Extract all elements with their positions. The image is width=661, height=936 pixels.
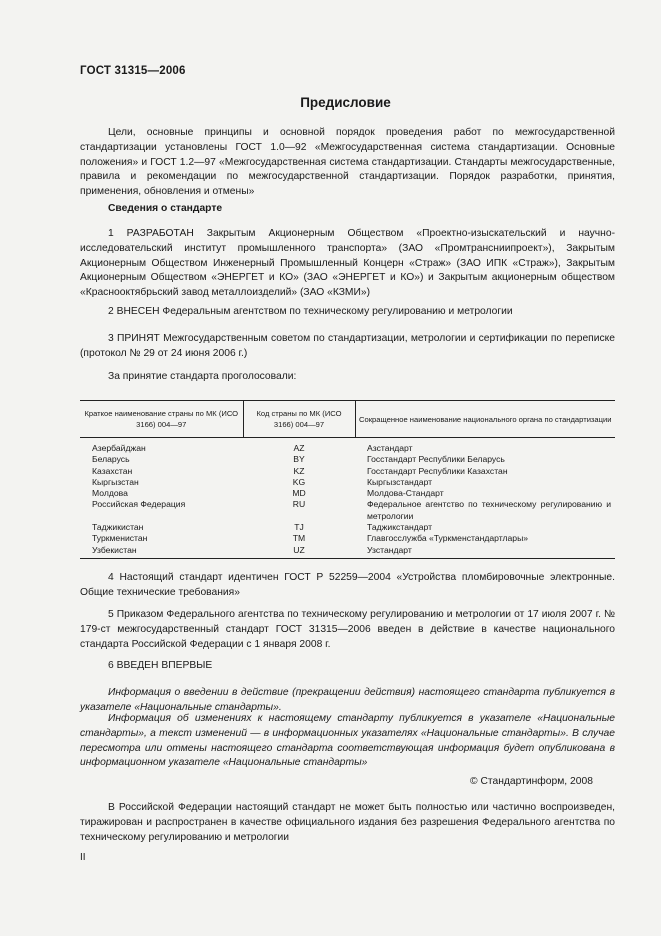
notice-2-text: Информация об изменениях к настоящему стандарту публикуется в указателе «Национальные стандарты», а текст изменений — в информационных указателях «Национальные стандарты». В случае пересмотра или отмены настоящего стандарта соответствующая информация будет опубликована в информационном указателе «Национальные стандарты» <box>80 713 615 769</box>
country-name: Беларусь <box>92 454 130 465</box>
restriction-text: В Российской Федерации настоящий стандарт не может быть полностью или частично воспроизведен, тиражирован и распространен в качестве официального издания без разрешения Федерального агентства по техническому регулированию и метрологии <box>80 802 615 843</box>
table-row <box>80 545 615 559</box>
country-code: KZ <box>293 465 305 476</box>
country-code: TM <box>292 533 306 544</box>
item-4-text: 4 Настоящий стандарт идентичен ГОСТ Р 52259—2004 «Устройства пломбировочные электронные. Общие технические требования» <box>80 572 615 598</box>
country-name: Узбекистан <box>80 545 243 559</box>
document-id-header: ГОСТ 31315—2006 <box>80 65 186 77</box>
standards-body: Госстандарт Республики Казахстан <box>367 465 508 476</box>
item-1-paragraph <box>80 227 615 301</box>
table-row <box>80 438 615 455</box>
restriction-paragraph <box>80 801 615 845</box>
item-3-text: 3 ПРИНЯТ Межгосударственным советом по стандартизации, метрологии и сертификации по переписке (протокол № 29 от 24 июня 2006 г.) <box>80 333 615 359</box>
country-name: Кыргызстан <box>92 476 139 487</box>
item-1-text: 1 РАЗРАБОТАН Закрытым Акционерным Обществом «Проектно-изыскательский и научно-исследовательский институт промышленного транспорта» (ЗАО «Промтрансниипроект»), Закрытым Акционерным Обществом Инженерный Промышленный Концерн «Страж» (ЗАО ИПК «Страж»), Закрытым Акционерным Обществом «ЭНЕРГЕТ и КО» (ЗАО «ЭНЕРГЕТ и КО») и Закрытым акционерным обществом «Краснооктябрьский завод металлоизделий» (ЗАО «КЗМИ») <box>80 228 615 299</box>
standards-body: Узстандарт <box>355 545 615 559</box>
country-code: KG <box>292 476 306 487</box>
standards-body: Молдова-Стандарт <box>367 488 444 499</box>
item-5-text: 5 Приказом Федерального агентства по техническому регулированию и метрологии от 17 июля 2007 г. № 179-ст межгосударственный стандарт ГОСТ 31315—2006 введен в действие в качестве национального стандарта Российской Федерации с 1 января 2008 г. <box>80 609 615 650</box>
standards-body: Госстандарт Республики Беларусь <box>367 454 505 465</box>
page-title: Предисловие <box>300 95 391 110</box>
header-country-code: Код страны по МК (ИСО 3166) 004—97 <box>243 401 355 438</box>
copyright-notice: © Стандартинформ, 2008 <box>470 776 593 787</box>
table-row <box>80 499 615 522</box>
standards-body: Таджикстандарт <box>367 522 433 533</box>
voted-label: За принятие стандарта проголосовали: <box>108 371 297 382</box>
header-country-name: Краткое наименование страны по МК (ИСО 3166) 004—97 <box>80 401 243 438</box>
country-code: AZ <box>293 443 305 453</box>
header-standards-body: Сокращенное наименование национального органа по стандартизации <box>355 401 615 438</box>
item-6-text: 6 ВВЕДЕН ВПЕРВЫЕ <box>108 660 213 671</box>
item-2-paragraph <box>80 305 615 320</box>
country-code: BY <box>293 454 305 465</box>
notice-2-paragraph <box>80 712 615 771</box>
intro-text: Цели, основные принципы и основной порядок проведения работ по межгосударственной стандартизации установлены ГОСТ 1.0—92 «Межгосударственная система стандартизации. Основные положения» и ГОСТ 1.2—97 «Межгосударственная система стандартизации. Стандарты межгосударственные, правила и рекомендации по межгосударственной стандартизации. Порядок разработки, принятия, применения, обновления и отмены» <box>80 127 615 198</box>
country-name: Молдова <box>92 488 128 499</box>
table-row <box>80 477 615 488</box>
voting-countries-table <box>80 400 615 559</box>
notice-1-text: Информация о введении в действие (прекращении действия) настоящего стандарта публикуется в указателе «Национальные стандарты». <box>80 687 615 713</box>
country-name: Российская Федерация <box>92 499 186 510</box>
country-name: Таджикистан <box>92 522 144 533</box>
table-row <box>80 522 615 533</box>
country-code: UZ <box>243 545 355 559</box>
intro-paragraph <box>80 126 615 200</box>
item-2-text: 2 ВНЕСЕН Федеральным агентством по техническому регулированию и метрологии <box>108 306 513 317</box>
standards-body: Федеральное агентство по техническому регулированию и метрологии <box>367 499 611 521</box>
standards-body: Азстандарт <box>367 443 413 453</box>
table-row <box>80 454 615 465</box>
table-header-row <box>80 401 615 438</box>
country-code: TJ <box>294 522 304 533</box>
page-number: II <box>80 852 86 863</box>
country-name: Азербайджан <box>92 443 146 453</box>
country-code: RU <box>292 499 306 510</box>
info-heading: Сведения о стандарте <box>108 203 223 214</box>
standards-body: Кыргызстандарт <box>367 476 433 487</box>
item-5-paragraph <box>80 608 615 652</box>
country-name: Казахстан <box>92 465 133 476</box>
table-row <box>80 488 615 499</box>
table-row <box>80 466 615 477</box>
country-name: Туркменистан <box>92 533 148 544</box>
country-code: MD <box>292 488 306 499</box>
standards-body: Главгосслужба «Туркменстандартлары» <box>367 533 529 544</box>
item-4-paragraph <box>80 571 615 601</box>
item-3-paragraph <box>80 332 615 362</box>
table-row <box>80 533 615 544</box>
